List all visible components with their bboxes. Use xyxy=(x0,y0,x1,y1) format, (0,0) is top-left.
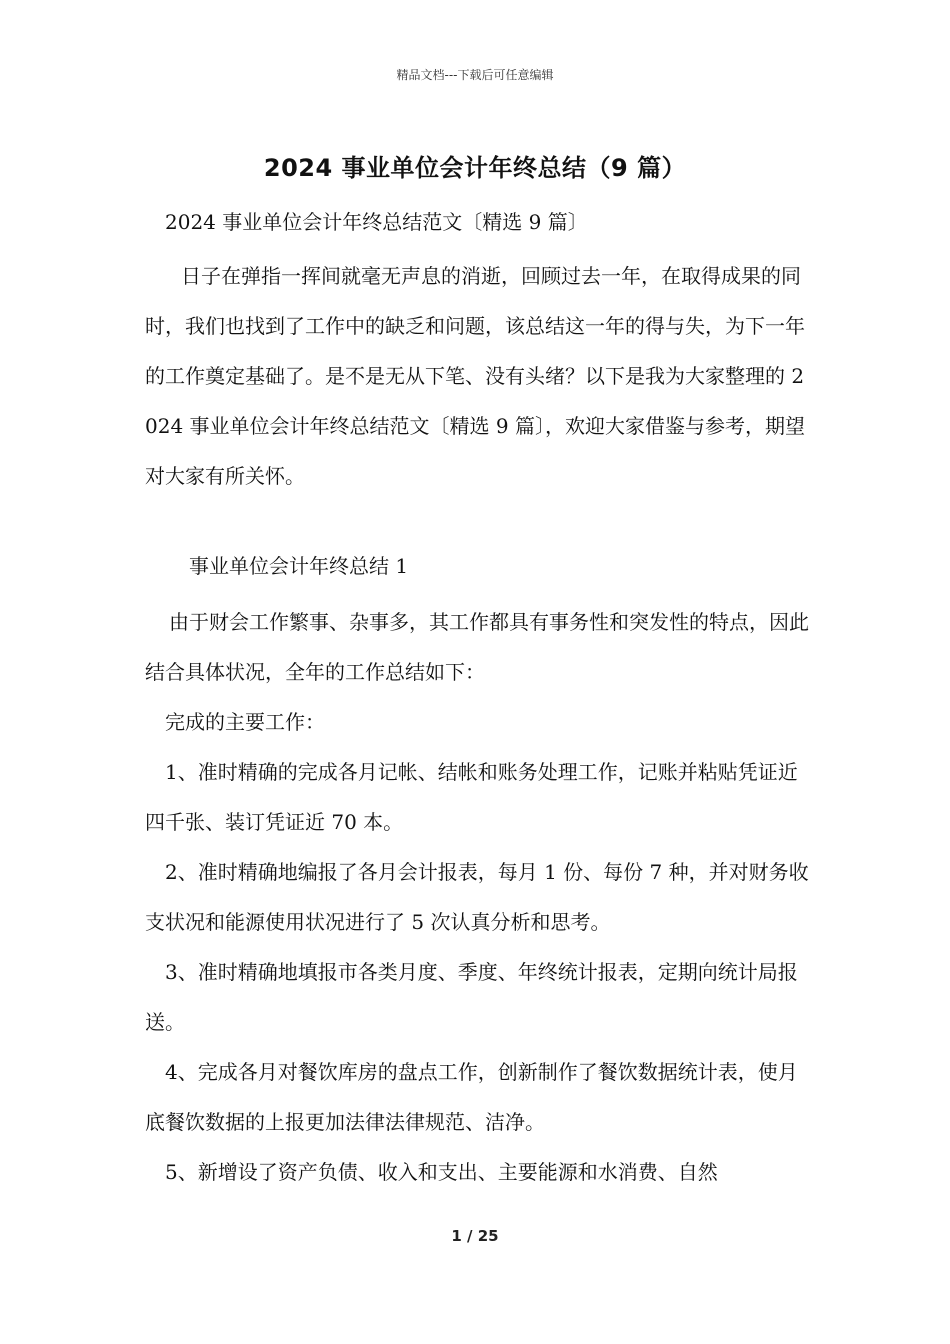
section-spacer xyxy=(145,501,810,549)
list-item: 1、准时精确的完成各月记帐、结帐和账务处理工作，记账并粘贴凭证近四千张、装订凭证近 70 本。 xyxy=(145,760,798,834)
list-item: 5、新增设了资产负债、收入和支出、主要能源和水消费、自然 xyxy=(165,1160,718,1184)
list-item: 2、准时精确地编报了各月会计报表，每月 1 份、每份 7 种，并对财务收支状况和能源使用状况进行了 5 次认真分析和思考。 xyxy=(145,860,809,934)
header-note: 精品文档---下载后可任意编辑 xyxy=(396,68,554,82)
document-title: 2024 事业单位会计年终总结（9 篇） xyxy=(263,154,687,182)
body-paragraph: 由于财会工作繁事、杂事多，其工作都具有事务性和突发性的特点，因此结合具体状况，全年的工作总结如下： xyxy=(145,610,809,684)
intro-paragraph: 日子在弹指一挥间就毫无声息的消逝，回顾过去一年，在取得成果的同时，我们也找到了工作中的缺乏和问题，该总结这一年的得与失，为下一年的工作奠定基础了。是不是无从下笔、没有头绪？以下是我为大家整理的 2024 事业单位会计年终总结范文〔精选 9 篇〕，欢迎大家借鉴与参考，期望对大家有所关怀。 xyxy=(145,264,805,488)
list-item: 4、完成各月对餐饮库房的盘点工作，创新制作了餐饮数据统计表，使月底餐饮数据的上报更加法律法律规范、洁净。 xyxy=(145,1060,798,1134)
page-number: 1 / 25 xyxy=(451,1227,499,1245)
list-item: 3、准时精确地填报市各类月度、季度、年终统计报表，定期向统计局报送。 xyxy=(145,960,798,1034)
document-subtitle: 2024 事业单位会计年终总结范文〔精选 9 篇〕 xyxy=(165,210,588,234)
body-paragraph: 完成的主要工作： xyxy=(165,710,325,734)
section-heading: 事业单位会计年终总结 1 xyxy=(189,554,409,578)
document-body xyxy=(145,205,810,1197)
